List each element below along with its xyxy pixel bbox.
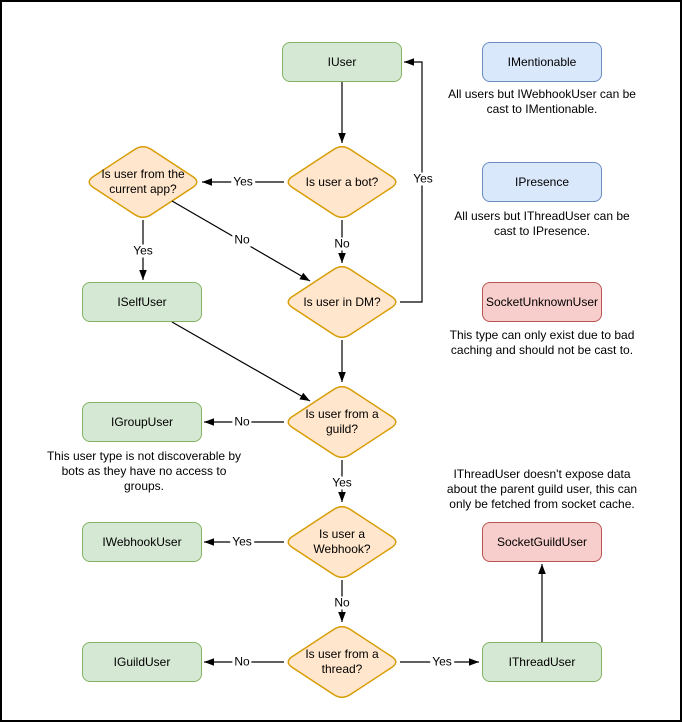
label-q-current-app: current app?	[109, 182, 177, 196]
edge-label-bot-no-dm: No	[334, 236, 350, 251]
label-imentionable: IMentionable	[507, 54, 577, 69]
edge-label-webhook-yes-iwebhookuser: Yes	[232, 534, 252, 549]
annotation-line: This user type is not discoverable by	[46, 449, 242, 463]
label-q-webhook: Is user a	[318, 527, 366, 541]
node-socketguilduser	[482, 522, 602, 562]
label-q-bot: Is user a bot?	[305, 174, 379, 189]
annotation-note-socketguilduser	[447, 467, 637, 512]
annotation-note-socketunknownuser	[450, 328, 635, 358]
decision-q-current-app	[85, 144, 201, 220]
node-iwebhookuser	[82, 522, 202, 562]
label-q-guild: Is user from a	[305, 407, 379, 421]
node-ithreaduser	[482, 642, 602, 682]
node-iguilduser	[82, 642, 202, 682]
edge-label-bot-yes-current-app: Yes	[233, 174, 253, 189]
decision-q-thread	[284, 624, 400, 700]
annotation-note-imentionable	[448, 87, 636, 117]
decision-q-bot	[284, 144, 400, 220]
label-iselfuser: ISelfUser	[117, 294, 167, 309]
node-igroupuser	[82, 402, 202, 442]
annotation-line: caching and should not be cast to.	[450, 343, 634, 357]
label-socketunknownuser: SocketUnknownUser	[485, 294, 599, 309]
node-imentionable	[482, 42, 602, 82]
annotation-line: about the parent guild user, this can	[446, 482, 638, 496]
annotation-line: groups.	[123, 479, 165, 493]
label-ithreaduser: IThreadUser	[508, 654, 576, 669]
edge-label-webhook-no-thread: No	[334, 595, 350, 610]
edge-label-guild-no-igroupuser: No	[234, 414, 250, 429]
decision-q-dm	[284, 264, 400, 340]
label-igroupuser: IGroupUser	[110, 414, 174, 429]
label-q-dm: Is user in DM?	[303, 294, 381, 309]
node-iuser	[282, 42, 402, 82]
label-q-thread: Is user from a	[305, 647, 379, 661]
decision-q-webhook	[284, 504, 400, 580]
label-ipresence: IPresence	[514, 174, 570, 189]
annotation-note-ipresence	[454, 209, 629, 239]
edge-label-guild-yes-webhook: Yes	[332, 475, 352, 490]
label-q-guild: guild?	[325, 422, 359, 436]
label-q-thread: thread?	[321, 662, 363, 676]
decision-q-guild	[284, 384, 400, 460]
annotation-line: IThreadUser doesn't expose data	[453, 467, 631, 481]
label-q-webhook: Webhook?	[313, 542, 371, 556]
label-iuser: IUser	[327, 54, 357, 69]
label-iguilduser: IGuildUser	[113, 654, 171, 669]
annotation-line: All users but IThreadUser can be	[454, 209, 630, 223]
annotation-line: This type can only exist due to bad	[449, 328, 635, 342]
label-q-current-app: Is user from the	[101, 167, 185, 181]
label-socketguilduser: SocketGuildUser	[496, 534, 588, 549]
edge-label-app-no-dm: No	[234, 232, 250, 247]
edge-label-thread-no-iguilduser: No	[234, 654, 250, 669]
label-iwebhookuser: IWebhookUser	[102, 534, 182, 549]
annotation-line: cast to IMentionable.	[486, 102, 598, 116]
edge-label-dm-yes-iuser: Yes	[413, 171, 433, 186]
annotation-line: cast to IPresence.	[493, 224, 591, 238]
edge-label-app-yes-iselfuser: Yes	[133, 243, 153, 258]
annotation-line: bots as they have no access to	[61, 464, 227, 478]
node-socketunknownuser	[482, 282, 602, 322]
annotation-line: only be fetched from socket cache.	[449, 497, 635, 511]
node-ipresence	[482, 162, 602, 202]
node-iselfuser	[82, 282, 202, 322]
annotation-line: All users but IWebhookUser can be	[448, 87, 636, 101]
edge-label-thread-yes-ithreaduser: Yes	[432, 654, 452, 669]
annotation-note-igroupuser	[47, 449, 241, 494]
